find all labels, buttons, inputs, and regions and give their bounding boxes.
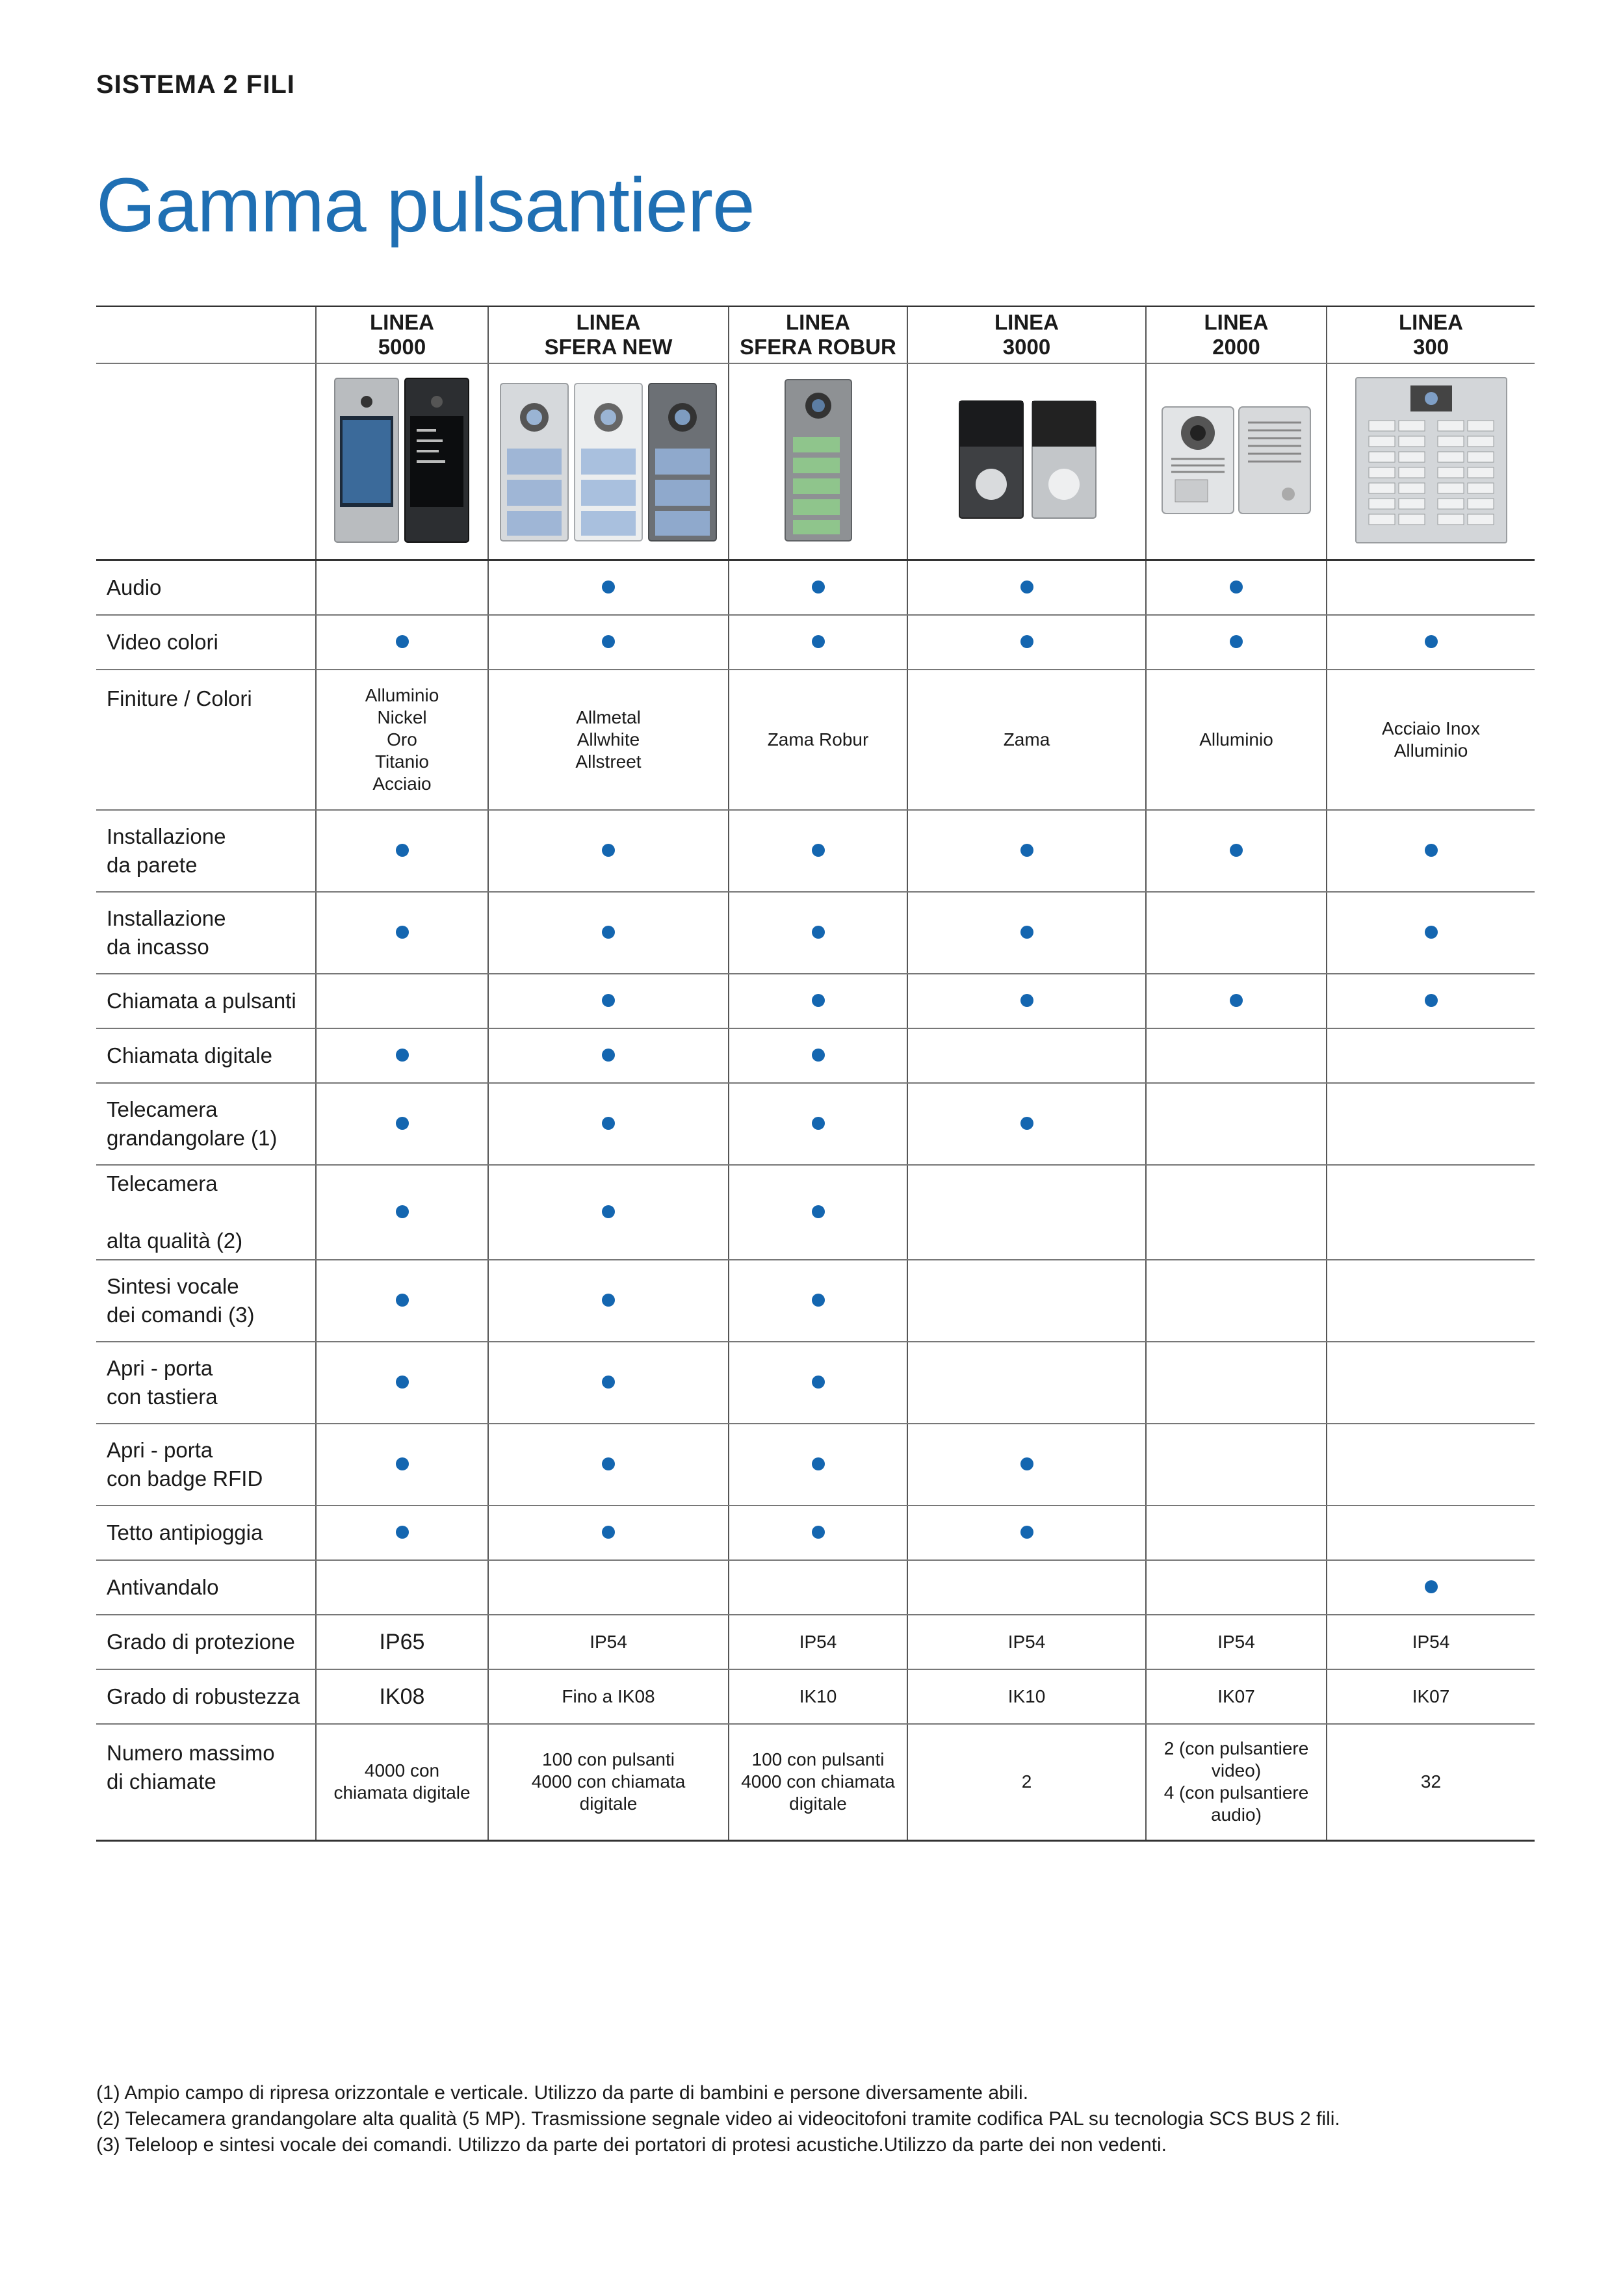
- row-label: Installazione da parete: [96, 810, 316, 892]
- feature-dot-icon: [602, 994, 615, 1007]
- feature-cell: [907, 1506, 1146, 1560]
- value-cell: [1327, 1724, 1535, 1841]
- feature-cell: [1327, 1560, 1535, 1615]
- cell-text: IK10: [799, 1686, 837, 1706]
- feature-dot-icon: [1020, 1526, 1033, 1539]
- table-row: [96, 1669, 1535, 1724]
- table-row: [96, 670, 1535, 810]
- feature-dot-icon: [1020, 926, 1033, 939]
- empty-cell: [1327, 1028, 1535, 1083]
- feature-cell: [907, 560, 1146, 615]
- row-label: Chiamata a pulsanti: [96, 974, 316, 1028]
- product-image-5000: [316, 363, 488, 560]
- feature-dot-icon: [1230, 994, 1243, 1007]
- value-cell: [1146, 1615, 1327, 1669]
- feature-cell: [488, 1028, 729, 1083]
- feature-dot-icon: [396, 1117, 409, 1130]
- product-image-300: [1327, 363, 1535, 560]
- feature-cell: [316, 1342, 488, 1424]
- feature-dot-icon: [396, 1205, 409, 1218]
- cell-text: Fino a IK08: [562, 1686, 655, 1706]
- cell-text: IP54: [590, 1631, 627, 1652]
- feature-dot-icon: [812, 844, 825, 857]
- row-label: Tetto antipioggia: [96, 1506, 316, 1560]
- feature-dot-icon: [396, 635, 409, 648]
- table-row: [96, 974, 1535, 1028]
- cell-text: IK07: [1217, 1686, 1255, 1706]
- feature-cell: [316, 892, 488, 974]
- feature-dot-icon: [1020, 581, 1033, 594]
- value-cell: [316, 1724, 488, 1841]
- value-cell: [907, 1724, 1146, 1841]
- product-image-sfera-robur: [729, 363, 907, 560]
- feature-dot-icon: [812, 926, 825, 939]
- feature-cell: [729, 810, 907, 892]
- table-row: [96, 1083, 1535, 1165]
- feature-dot-icon: [1020, 1117, 1033, 1130]
- feature-cell: [1327, 810, 1535, 892]
- value-cell: [907, 1669, 1146, 1724]
- feature-dot-icon: [602, 1294, 615, 1307]
- empty-cell: [907, 1165, 1146, 1260]
- feature-dot-icon: [1230, 635, 1243, 648]
- table-row: [96, 1028, 1535, 1083]
- feature-cell: [488, 974, 729, 1028]
- feature-cell: [316, 1424, 488, 1506]
- cell-text: IP54: [799, 1631, 837, 1652]
- value-cell: [1146, 1669, 1327, 1724]
- feature-dot-icon: [602, 1376, 615, 1389]
- feature-cell: [729, 560, 907, 615]
- feature-dot-icon: [812, 1117, 825, 1130]
- cell-text: Zama: [1003, 729, 1050, 750]
- row-label: Apri - porta con tastiera: [96, 1342, 316, 1424]
- feature-cell: [729, 1342, 907, 1424]
- feature-cell: [316, 810, 488, 892]
- table-row: [96, 1260, 1535, 1342]
- feature-cell: [907, 1083, 1146, 1165]
- cell-text: Zama Robur: [767, 729, 869, 750]
- feature-cell: [729, 1424, 907, 1506]
- feature-cell: [488, 1165, 729, 1260]
- table-row: [96, 892, 1535, 974]
- feature-dot-icon: [602, 926, 615, 939]
- feature-cell: [488, 892, 729, 974]
- feature-cell: [488, 1083, 729, 1165]
- feature-cell: [488, 1506, 729, 1560]
- feature-cell: [1327, 615, 1535, 670]
- empty-cell: [1146, 1506, 1327, 1560]
- feature-dot-icon: [396, 1457, 409, 1470]
- value-cell: [907, 1615, 1146, 1669]
- feature-cell: [907, 615, 1146, 670]
- feature-dot-icon: [1425, 844, 1438, 857]
- footnote: (2) Telecamera grandangolare alta qualità (5 MP). Trasmissione segnale video ai videocitofoni tramite codifica PAL su tecnologia SCS BUS 2 fili.: [96, 2108, 1340, 2130]
- feature-cell: [1146, 560, 1327, 615]
- table-row: [96, 1560, 1535, 1615]
- product-image-2000: [1146, 363, 1327, 560]
- cell-text: 32: [1420, 1771, 1442, 1792]
- row-label: Finiture / Colori: [96, 670, 316, 810]
- feature-dot-icon: [812, 581, 825, 594]
- row-label: Grado di protezione: [96, 1615, 316, 1669]
- column-header: LINEA 5000: [316, 306, 488, 363]
- value-cell: [1327, 670, 1535, 810]
- empty-cell: [316, 974, 488, 1028]
- value-cell: [488, 1615, 729, 1669]
- cell-text: Acciaio Inox Alluminio: [1382, 718, 1480, 761]
- feature-dot-icon: [812, 1205, 825, 1218]
- feature-cell: [488, 1260, 729, 1342]
- column-header: LINEA SFERA NEW: [488, 306, 729, 363]
- feature-cell: [729, 892, 907, 974]
- empty-cell: [1146, 1165, 1327, 1260]
- empty-cell: [1146, 1560, 1327, 1615]
- feature-cell: [907, 1424, 1146, 1506]
- table-row: [96, 560, 1535, 615]
- footnote: (1) Ampio campo di ripresa orizzontale e verticale. Utilizzo da parte di bambini e persone diversamente abili.: [96, 2082, 1029, 2104]
- feature-cell: [488, 810, 729, 892]
- column-header: LINEA 2000: [1146, 306, 1327, 363]
- feature-dot-icon: [1230, 844, 1243, 857]
- row-label: Apri - porta con badge RFID: [96, 1424, 316, 1506]
- feature-cell: [488, 560, 729, 615]
- row-label: Video colori: [96, 615, 316, 670]
- feature-cell: [1327, 892, 1535, 974]
- cell-text: Alluminio: [1199, 729, 1273, 750]
- empty-cell: [729, 1560, 907, 1615]
- value-cell: [907, 670, 1146, 810]
- product-image-3000: [907, 363, 1146, 560]
- feature-cell: [316, 1506, 488, 1560]
- cell-text: 100 con pulsanti 4000 con chiamata digitale: [531, 1749, 686, 1814]
- row-label: Telecamera grandangolare (1): [96, 1083, 316, 1165]
- cell-text: IK08: [379, 1684, 425, 1709]
- cell-text: IP65: [379, 1629, 425, 1654]
- feature-dot-icon: [602, 581, 615, 594]
- feature-cell: [316, 1165, 488, 1260]
- image-row-label: [96, 363, 316, 560]
- feature-dot-icon: [812, 994, 825, 1007]
- feature-cell: [1146, 974, 1327, 1028]
- empty-cell: [907, 1342, 1146, 1424]
- value-cell: [729, 670, 907, 810]
- row-label: Audio: [96, 560, 316, 615]
- feature-dot-icon: [1020, 1457, 1033, 1470]
- section-label: SISTEMA 2 FILI: [96, 70, 295, 99]
- table-row: [96, 1724, 1535, 1841]
- row-label: Antivandalo: [96, 1560, 316, 1615]
- feature-cell: [729, 1083, 907, 1165]
- feature-dot-icon: [812, 1526, 825, 1539]
- cell-text: 4000 con chiamata digitale: [333, 1760, 471, 1803]
- column-header: LINEA 3000: [907, 306, 1146, 363]
- feature-cell: [729, 615, 907, 670]
- row-label: Telecamera alta qualità (2): [96, 1165, 316, 1260]
- feature-dot-icon: [602, 635, 615, 648]
- value-cell: [316, 670, 488, 810]
- empty-cell: [1327, 1506, 1535, 1560]
- feature-cell: [1146, 615, 1327, 670]
- cell-text: Allmetal Allwhite Allstreet: [575, 707, 642, 772]
- feature-dot-icon: [1020, 994, 1033, 1007]
- table-row: [96, 1165, 1535, 1260]
- empty-cell: [316, 560, 488, 615]
- value-cell: [488, 1669, 729, 1724]
- feature-dot-icon: [396, 926, 409, 939]
- feature-cell: [1327, 974, 1535, 1028]
- feature-cell: [729, 1028, 907, 1083]
- row-label: Grado di robustezza: [96, 1669, 316, 1724]
- empty-cell: [1146, 892, 1327, 974]
- feature-dot-icon: [812, 1376, 825, 1389]
- value-cell: [1146, 670, 1327, 810]
- feature-dot-icon: [602, 1457, 615, 1470]
- feature-dot-icon: [1425, 926, 1438, 939]
- empty-cell: [1146, 1260, 1327, 1342]
- feature-dot-icon: [602, 1205, 615, 1218]
- value-cell: [1146, 1724, 1327, 1841]
- feature-dot-icon: [602, 1526, 615, 1539]
- feature-cell: [907, 892, 1146, 974]
- feature-cell: [488, 615, 729, 670]
- feature-cell: [316, 615, 488, 670]
- feature-dot-icon: [396, 1526, 409, 1539]
- feature-cell: [729, 1260, 907, 1342]
- footnotes: [96, 2080, 1340, 2158]
- value-cell: [729, 1615, 907, 1669]
- comparison-table: [96, 306, 1535, 1842]
- feature-dot-icon: [1020, 635, 1033, 648]
- row-label: Installazione da incasso: [96, 892, 316, 974]
- feature-cell: [907, 974, 1146, 1028]
- footnote: (3) Teleloop e sintesi vocale dei comandi. Utilizzo da parte dei portatori di protesi acustiche.Utilizzo da parte dei non vedenti.: [96, 2134, 1167, 2156]
- table-row: [96, 1615, 1535, 1669]
- feature-cell: [316, 1028, 488, 1083]
- empty-cell: [1146, 1424, 1327, 1506]
- table-row: [96, 615, 1535, 670]
- value-cell: [1327, 1615, 1535, 1669]
- value-cell: [729, 1724, 907, 1841]
- feature-dot-icon: [812, 635, 825, 648]
- empty-cell: [1327, 1165, 1535, 1260]
- feature-dot-icon: [396, 1049, 409, 1062]
- empty-cell: [907, 1260, 1146, 1342]
- table-row: [96, 1506, 1535, 1560]
- feature-dot-icon: [396, 844, 409, 857]
- page-title: Gamma pulsantiere: [96, 163, 755, 248]
- row-label: Chiamata digitale: [96, 1028, 316, 1083]
- feature-dot-icon: [602, 844, 615, 857]
- cell-text: IP54: [1412, 1631, 1450, 1652]
- feature-cell: [1146, 810, 1327, 892]
- value-cell: [729, 1669, 907, 1724]
- feature-cell: [316, 1260, 488, 1342]
- empty-cell: [1327, 1260, 1535, 1342]
- empty-cell: [1327, 1424, 1535, 1506]
- column-header: LINEA SFERA ROBUR: [729, 306, 907, 363]
- feature-dot-icon: [1020, 844, 1033, 857]
- table-row: [96, 1424, 1535, 1506]
- cell-text: IK10: [1007, 1686, 1046, 1706]
- empty-cell: [1327, 1083, 1535, 1165]
- feature-cell: [488, 1424, 729, 1506]
- cell-text: 100 con pulsanti 4000 con chiamata digitale: [741, 1749, 895, 1814]
- empty-cell: [1146, 1083, 1327, 1165]
- feature-dot-icon: [602, 1117, 615, 1130]
- feature-cell: [729, 1165, 907, 1260]
- feature-dot-icon: [1425, 635, 1438, 648]
- column-header: LINEA 300: [1327, 306, 1535, 363]
- table-row: [96, 810, 1535, 892]
- empty-cell: [316, 1560, 488, 1615]
- value-cell: [488, 1724, 729, 1841]
- feature-cell: [488, 1342, 729, 1424]
- feature-dot-icon: [396, 1294, 409, 1307]
- feature-dot-icon: [602, 1049, 615, 1062]
- feature-cell: [316, 1083, 488, 1165]
- cell-text: 2 (con pulsantiere video) 4 (con pulsantiere audio): [1163, 1738, 1309, 1825]
- cell-text: Alluminio Nickel Oro Titanio Acciaio: [365, 685, 439, 794]
- value-cell: [316, 1669, 488, 1724]
- value-cell: [1327, 1669, 1535, 1724]
- empty-cell: [1327, 1342, 1535, 1424]
- value-cell: [316, 1615, 488, 1669]
- empty-cell: [907, 1560, 1146, 1615]
- empty-cell: [1327, 560, 1535, 615]
- product-image-sfera-new: [488, 363, 729, 560]
- feature-cell: [729, 1506, 907, 1560]
- table-row: [96, 1342, 1535, 1424]
- row-label: Numero massimo di chiamate: [96, 1724, 316, 1841]
- feature-dot-icon: [1425, 994, 1438, 1007]
- cell-text: IP54: [1217, 1631, 1255, 1652]
- feature-dot-icon: [812, 1294, 825, 1307]
- feature-dot-icon: [812, 1457, 825, 1470]
- feature-cell: [907, 810, 1146, 892]
- row-label: Sintesi vocale dei comandi (3): [96, 1260, 316, 1342]
- feature-cell: [729, 974, 907, 1028]
- value-cell: [488, 670, 729, 810]
- feature-dot-icon: [396, 1376, 409, 1389]
- feature-dot-icon: [812, 1049, 825, 1062]
- cell-text: IP54: [1007, 1631, 1046, 1652]
- corner-cell: [96, 306, 316, 363]
- empty-cell: [1146, 1342, 1327, 1424]
- empty-cell: [488, 1560, 729, 1615]
- feature-dot-icon: [1230, 581, 1243, 594]
- cell-text: IK07: [1412, 1686, 1450, 1706]
- empty-cell: [1146, 1028, 1327, 1083]
- feature-dot-icon: [1425, 1580, 1438, 1593]
- empty-cell: [907, 1028, 1146, 1083]
- cell-text: 2: [1021, 1771, 1032, 1792]
